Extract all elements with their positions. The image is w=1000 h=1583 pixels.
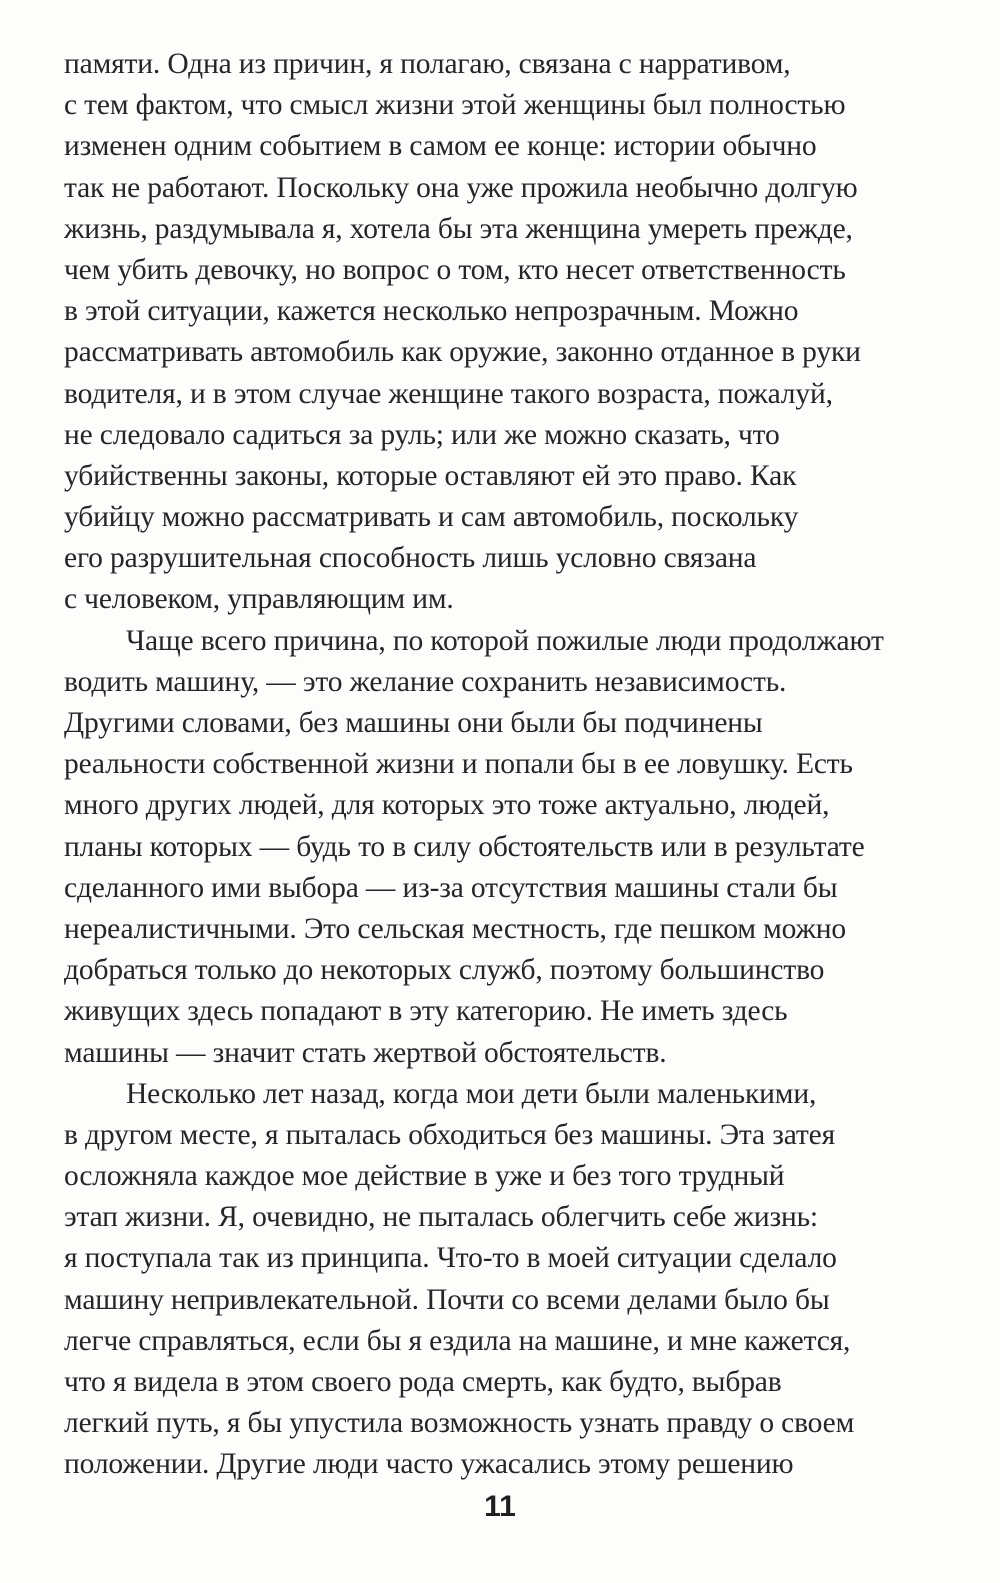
- text-line: легче справляться, если бы я ездила на машине, и мне кажется,: [64, 1324, 851, 1357]
- text-line: убийцу можно рассматривать и сам автомобиль, поскольку: [64, 501, 799, 534]
- text-line: осложняла каждое мое действие в уже и без того трудный: [64, 1160, 785, 1193]
- text-line: рассматривать автомобиль как оружие, законно отданное в руки: [64, 336, 861, 369]
- text-line: так не работают. Поскольку она уже прожила необычно долгую: [64, 171, 858, 204]
- text-line: водителя, и в этом случае женщине такого возраста, пожалуй,: [64, 377, 833, 410]
- text-line: Другими словами, без машины они были бы подчинены: [64, 707, 763, 739]
- paragraph-start-line: Чаще всего причина, по которой пожилые люди продолжают: [126, 624, 884, 657]
- text-line: машины — значит стать жертвой обстоятельств.: [64, 1036, 667, 1069]
- text-line: я поступала так из принципа. Что-то в моей ситуации сделало: [64, 1242, 837, 1275]
- text-line: много других людей, для которых это тоже актуально, людей,: [64, 789, 830, 822]
- text-line: реальности собственной жизни и попали бы в ее ловушку. Есть: [64, 748, 853, 781]
- text-line: сделанного ими выбора — из-за отсутствия машины стали бы: [64, 871, 838, 904]
- text-line: положении. Другие люди часто ужасались этому решению: [64, 1448, 794, 1481]
- text-line: что я видела в этом своего рода смерть, как будто, выбрав: [64, 1366, 782, 1398]
- text-line: не следовало садиться за руль; или же можно сказать, что: [64, 418, 780, 451]
- text-line: добраться только до некоторых служб, поэтому большинство: [64, 954, 825, 987]
- text-line: чем убить девочку, но вопрос о том, кто несет ответственность: [64, 253, 846, 286]
- text-line: легкий путь, я бы упустила возможность узнать правду о своем: [64, 1407, 855, 1440]
- text-line: нереалистичными. Это сельская местность, где пешком можно: [64, 912, 846, 945]
- text-line: машину непривлекательной. Почти со всеми делами было бы: [64, 1283, 830, 1316]
- text-line: жизнь, раздумывала я, хотела бы эта женщина умереть прежде,: [64, 212, 853, 245]
- text-line: с человеком, управляющим им.: [64, 583, 454, 616]
- text-line: памяти. Одна из причин, я полагаю, связана с нарративом,: [64, 48, 791, 80]
- text-line: изменен одним событием в самом ее конце: истории обычно: [64, 130, 817, 163]
- text-line: в этой ситуации, кажется несколько непрозрачным. Можно: [64, 295, 799, 328]
- text-line: с тем фактом, что смысл жизни этой женщины был полностью: [64, 89, 846, 122]
- body-text: [64, 44, 964, 1486]
- text-line: убийственны законы, которые оставляют ей это право. Как: [64, 459, 797, 492]
- paragraph-start-line: Несколько лет назад, когда мои дети были маленькими,: [126, 1077, 817, 1110]
- text-line: планы которых — будь то в силу обстоятельств или в результате: [64, 830, 865, 863]
- text-line: этап жизни. Я, очевидно, не пыталась облегчить себе жизнь:: [64, 1201, 818, 1234]
- page-number: 11: [484, 1490, 516, 1523]
- text-line: водить машину, — это желание сохранить независимость.: [64, 665, 787, 698]
- text-line: в другом месте, я пыталась обходиться без машины. Эта затея: [64, 1118, 835, 1151]
- text-line: его разрушительная способность лишь условно связана: [64, 542, 757, 575]
- text-line: живущих здесь попадают в эту категорию. Не иметь здесь: [64, 995, 788, 1028]
